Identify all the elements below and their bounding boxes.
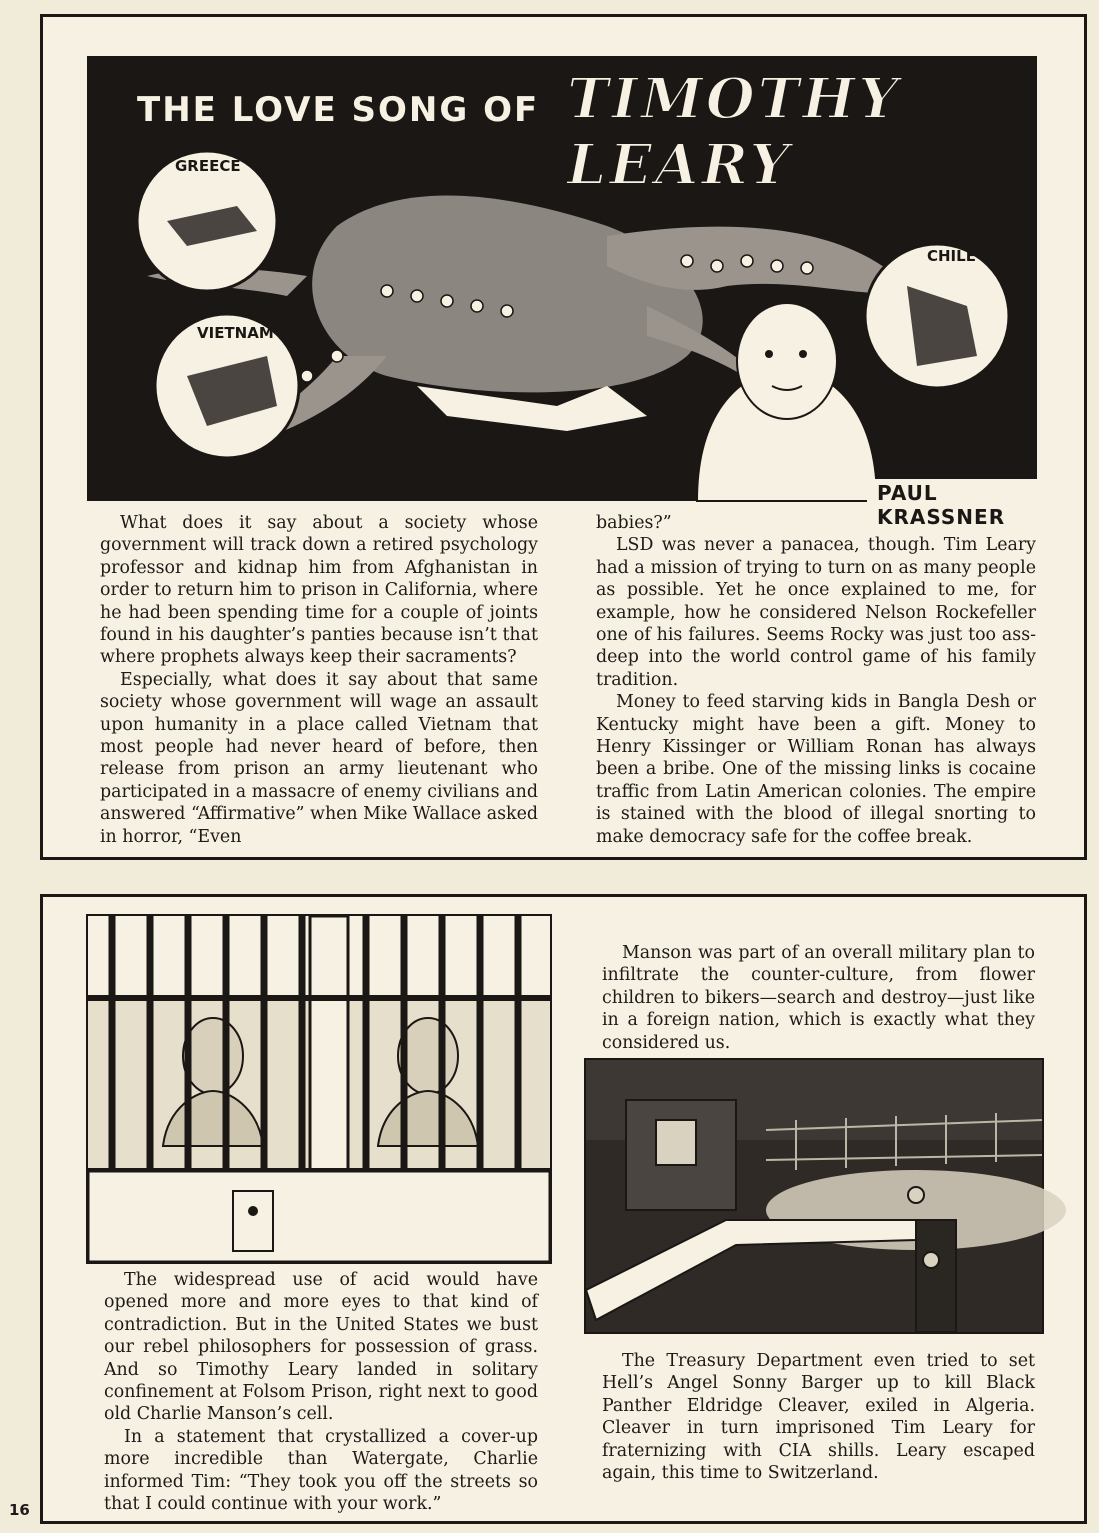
top-left-column (100, 512, 538, 848)
greece-label: GREECE (175, 157, 241, 175)
bottom-left-column (104, 1269, 538, 1515)
bottom-right-column (602, 1350, 1035, 1484)
title-name: TIMOTHY LEARY (567, 66, 902, 198)
prison-cell-illustration (86, 914, 552, 1264)
prisoner-left (183, 1018, 243, 1094)
page-number: 16 (9, 1501, 30, 1519)
paragraph: The Treasury Department even tried to set Hell’s Angel Sonny Barger up to kill Black Panther Eldridge Cleaver, exiled in Algeria. Cleaver in turn imprisoned Tim Leary for fraternizing with CIA shills. Leary escaped again, this time to Switzerland. (602, 1351, 1035, 1484)
paragraph: In a statement that crystallized a cover-up more incredible than Watergate, Charlie informed Tim: “They took you off the streets so that I could continue with your work.” (104, 1426, 538, 1515)
prison-bars-illustration (88, 916, 550, 1262)
climbing-figure (908, 1187, 924, 1203)
prison-roof-illustration (584, 1058, 1044, 1334)
prison-escape-illustration (586, 1060, 1042, 1332)
bottom-right-intro (602, 942, 1035, 1054)
top-panel (40, 14, 1087, 860)
vietnam-label: VIETNAM (197, 324, 274, 342)
bottom-panel (40, 894, 1087, 1524)
paragraph: LSD was never a panacea, though. Tim Leary had a mission of trying to turn on as many people as possible. Yet he once explained to me, for example, how he considered Nelson Rockefeller one of his failures. Seems Rocky was just too ass-deep into the world control game of his family tradition. (596, 535, 1036, 690)
chile-label: CHILE (927, 247, 976, 265)
paragraph: Especially, what does it say about that same society whose government will wage an assault upon humanity in a place called Vietnam that most people had never heard of before, then release from prison an army lieutenant who participated in a massacre of enemy civilians and answered “Affirmative” when Mike Wallace asked in horror, “Even (100, 669, 538, 847)
paragraph: What does it say about a society whose government will track down a retired psychology professor and kidnap him from Afghanistan in order to return him to prison in California, where he had been spending time for a couple of joints found in his daughter’s panties because isn’t that where prophets always keep their sacraments? (100, 513, 538, 668)
byline: PAUL KRASSNER (867, 479, 1037, 531)
paragraph: babies?” (596, 513, 672, 533)
paragraph: Manson was part of an overall military plan to infiltrate the counter-culture, from flower children to bikers—search and destroy—just like in a foreign nation, which is exactly what they considered us. (602, 943, 1035, 1053)
top-right-column (596, 512, 1036, 848)
title-prefix: THE LOVE SONG OF (137, 90, 540, 130)
paragraph: The widespread use of acid would have opened more and more eyes to that kind of contradiction. But in the United States we bust our rebel philosophers for possession of grass. And so Timothy Leary landed in solitary confinement at Folsom Prison, right next to good old Charlie Manson’s cell. (104, 1270, 538, 1425)
paragraph: Money to feed starving kids in Bangla Desh or Kentucky might have been a gift. Money to Henry Kissinger or William Ronan has always been a bribe. One of the missing links is cocaine traffic from Latin American colonies. The empire is stained with the blood of illegal snorting to make democracy safe for the coffee break. (596, 692, 1036, 847)
